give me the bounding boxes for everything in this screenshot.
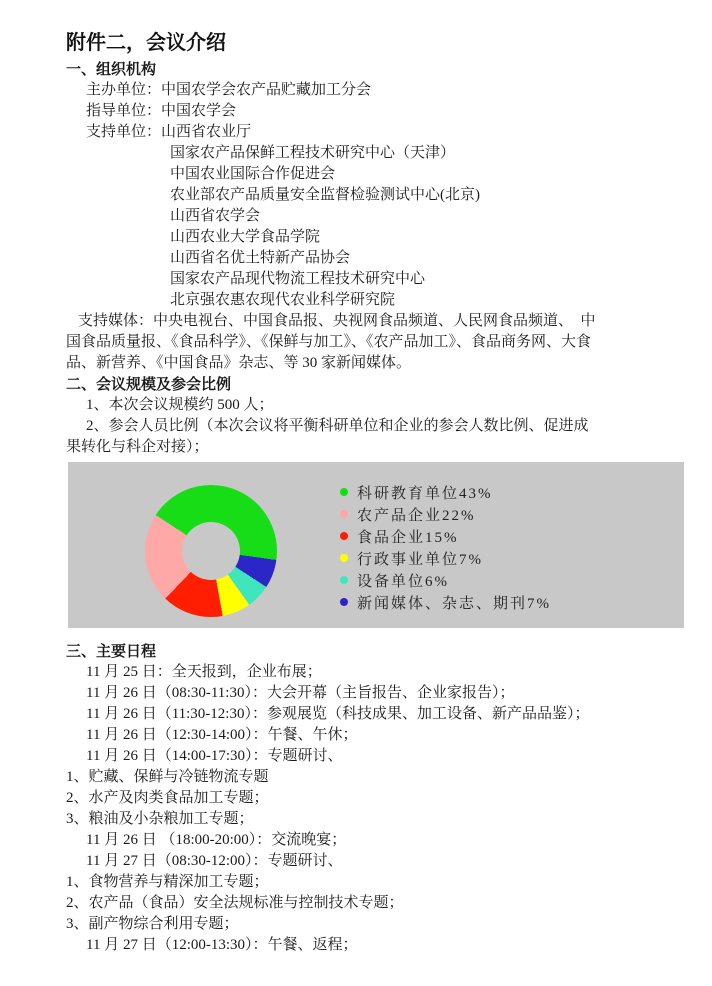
schedule-line: 11 月 26 日（14:00-17:30）：专题研讨、 xyxy=(86,748,343,764)
legend-label: 行政事业单位7% xyxy=(357,551,483,568)
participation-ratio-chart xyxy=(68,462,684,628)
legend-label: 新闻媒体、杂志、期刊7% xyxy=(357,595,551,612)
schedule-topic: 1、贮藏、保鲜与冷链物流专题 xyxy=(66,769,269,785)
schedule-topic: 2、水产及肉类食品加工专题； xyxy=(66,790,269,806)
legend-bullet-icon xyxy=(340,598,348,606)
schedule-topic: 3、副产物综合利用专题； xyxy=(66,916,239,932)
section-2-heading: 二、会议规模及参会比例 xyxy=(66,376,232,393)
legend-item xyxy=(340,503,551,525)
org-support-line: 支持单位：山西省农业厅 xyxy=(86,124,252,140)
schedule-topic: 1、食物营养与精深加工专题； xyxy=(66,874,269,890)
legend-bullet-icon xyxy=(340,532,348,540)
legend-bullet-icon xyxy=(340,488,348,496)
org-support-item: 北京强农惠农现代农业科学研究院 xyxy=(170,292,396,308)
doc-title: 附件二，会议介绍 xyxy=(66,32,226,54)
section-1-heading: 一、组织机构 xyxy=(66,61,157,78)
schedule-topic: 2、农产品（食品）安全法规标准与控制技术专题； xyxy=(66,895,404,911)
scale-line: 1、本次会议规模约 500 人； xyxy=(86,397,274,413)
legend-item xyxy=(340,591,551,613)
scale-line: 果转化与科企对接）； xyxy=(66,439,209,455)
schedule-line: 11 月 27 日（12:00-13:30）：午餐、返程； xyxy=(86,937,358,953)
schedule-line: 11 月 26 日（11:30-12:30）：参观展览（科技成果、加工设备、新产品品鉴）； xyxy=(86,706,590,722)
legend-label: 食品企业15% xyxy=(357,529,459,546)
legend-label: 设备单位6% xyxy=(357,573,449,590)
legend-item xyxy=(340,547,551,569)
schedule-line: 11 月 26 日（08:30-11:30）：大会开幕（主旨报告、企业家报告）； xyxy=(86,685,515,701)
media-line: 品、新营养、《中国食品》杂志、等 30 家新闻媒体。 xyxy=(66,355,412,371)
legend-bullet-icon xyxy=(340,576,348,584)
legend-item xyxy=(340,525,551,547)
org-support-item: 国家农产品现代物流工程技术研究中心 xyxy=(170,271,426,287)
schedule-line: 11 月 26 日 （18:00-20:00）：交流晚宴； xyxy=(86,832,347,848)
chart-legend xyxy=(340,481,551,613)
schedule-line: 11 月 27 日（08:30-12:00）：专题研讨、 xyxy=(86,853,343,869)
org-support-item: 山西省农学会 xyxy=(170,208,261,224)
media-line: 支持媒体：中央电视台、中国食品报、央视网食品频道、人民网食品频道、 中 xyxy=(78,313,596,329)
schedule-line: 11 月 25 日：全天报到，企业布展； xyxy=(86,664,322,680)
spacer xyxy=(66,628,684,641)
org-support-item: 农业部农产品质量安全监督检验测试中心(北京) xyxy=(170,187,480,203)
org-host-line: 主办单位：中国农学会农产品贮藏加工分会 xyxy=(86,82,372,98)
org-support-item: 山西省名优土特新产品协会 xyxy=(170,250,351,266)
schedule-line: 11 月 26 日（12:30-14:00）：午餐、午休； xyxy=(86,727,358,743)
donut-chart xyxy=(145,485,277,617)
section-3-heading: 三、主要日程 xyxy=(66,643,157,660)
org-guide-line: 指导单位：中国农学会 xyxy=(86,103,237,119)
legend-bullet-icon xyxy=(340,510,348,518)
legend-label: 农产品企业22% xyxy=(357,507,476,524)
legend-item xyxy=(340,481,551,503)
legend-bullet-icon xyxy=(340,554,348,562)
org-support-item: 中国农业国际合作促进会 xyxy=(170,166,336,182)
legend-label: 科研教育单位43% xyxy=(357,485,493,502)
schedule-topic: 3、粮油及小杂粮加工专题； xyxy=(66,811,254,827)
scale-line: 2、参会人员比例（本次会议将平衡科研单位和企业的参会人数比例、促进成 xyxy=(86,418,589,434)
org-support-item: 国家农产品保鲜工程技术研究中心（天津） xyxy=(170,145,456,161)
org-support-item: 山西农业大学食品学院 xyxy=(170,229,321,245)
media-line: 国食品质量报、《食品科学》、《保鲜与加工》、《农产品加工》、食品商务网、大食 xyxy=(66,334,592,350)
legend-item xyxy=(340,569,551,591)
